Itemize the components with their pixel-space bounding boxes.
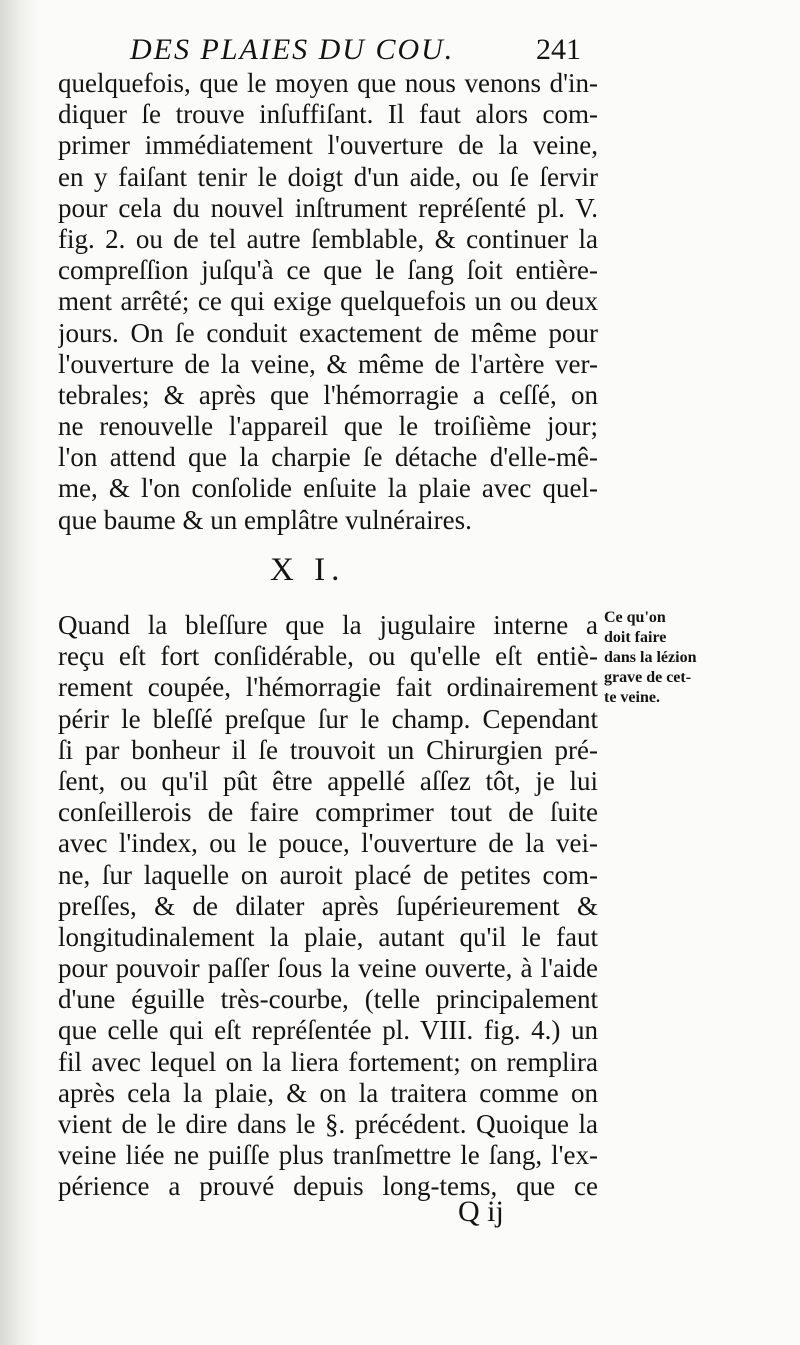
marginal-note-line: doit faire xyxy=(604,629,667,646)
running-head: DES PLAIES DU COU. xyxy=(130,33,455,66)
text-line: pour pouvoir paſſer ſous la veine ouverte, à l'aide xyxy=(58,953,598,984)
text-line: ſent, ou qu'il pût être appellé aſſez tôt, je lui xyxy=(58,765,598,796)
text-line: que celle qui eſt repréſentée pl. VIII. fig. 4.) un xyxy=(58,1015,598,1046)
text-line: vient de le dire dans le §. précédent. Quoique la xyxy=(58,1109,598,1139)
paragraph-continuation xyxy=(58,68,598,536)
signature-mark: Q ij xyxy=(458,1195,504,1228)
text-line: rement coupée, l'hémorragie fait ordinairement xyxy=(58,672,598,703)
text-line: ment arrêté; ce qui exige quelquefois un ou deux xyxy=(58,286,598,317)
text-line: après cela la plaie, & on la traitera comme on xyxy=(58,1077,598,1108)
paragraph-section-xi xyxy=(58,610,598,1203)
marginal-note-line: grave de cet- xyxy=(604,669,692,686)
text-line: périr le bleſſé preſque ſur le champ. Cependant xyxy=(58,703,598,734)
text-line: primer immédiatement l'ouverture de la veine, xyxy=(58,130,598,161)
text-line: diquer ſe trouve inſuffiſant. Il faut alors com- xyxy=(58,99,598,130)
text-line: Quand la bleſſure que la jugulaire interne a xyxy=(58,610,598,640)
text-line: fig. 2. ou de tel autre ſemblable, & continuer la xyxy=(58,223,598,254)
text-line: pour cela du nouvel inſtrument repréſenté pl. V. xyxy=(58,192,598,223)
text-line: en y faiſant tenir le doigt d'un aide, ou ſe ſervir xyxy=(58,161,598,192)
page-number: 241 xyxy=(536,33,581,66)
marginal-note xyxy=(604,608,696,708)
marginal-note-line: Ce qu'on xyxy=(604,609,666,626)
text-line: me, & l'on conſolide enſuite la plaie avec quel- xyxy=(58,473,598,504)
text-line: tebrales; & après que l'hémorragie a ceſſé, on xyxy=(58,379,598,410)
text-line: conſeillerois de faire comprimer tout de ſuite xyxy=(58,797,598,828)
text-line: quelquefois, que le moyen que nous venons d'in- xyxy=(58,68,598,98)
marginal-note-line: dans la lézion xyxy=(604,649,697,666)
text-line: ſi par bonheur il ſe trouvoit un Chirurgien pré- xyxy=(58,734,598,765)
text-line: que baume & un emplâtre vulnéraires. xyxy=(58,504,472,535)
text-line: avec l'index, ou le pouce, l'ouverture de la vei- xyxy=(58,828,598,859)
text-line: d'une éguille très-courbe, (telle principalement xyxy=(58,984,598,1015)
text-line: compreſſion juſqu'à ce que le ſang ſoit entière- xyxy=(58,255,598,286)
text-line: périence a prouvé depuis long-tems, que ce xyxy=(58,1171,598,1202)
text-line: veine liée ne puiſſe plus tranſmettre le ſang, l'ex- xyxy=(58,1140,598,1171)
section-heading: X I. xyxy=(270,552,346,588)
marginal-note-line: te veine. xyxy=(604,689,660,706)
text-line: fil avec lequel on la liera fortement; on remplira xyxy=(58,1046,598,1077)
text-line: preſſes, & de dilater après ſupérieurement & xyxy=(58,890,598,921)
text-line: l'ouverture de la veine, & même de l'artère ver- xyxy=(58,348,598,379)
text-line: longitudinalement la plaie, autant qu'il le faut xyxy=(58,921,598,952)
text-line: ne renouvelle l'appareil que le troiſième jour; xyxy=(58,411,598,442)
binding-shadow xyxy=(0,0,40,1345)
text-line: jours. On ſe conduit exactement de même pour xyxy=(58,317,598,348)
text-line: ne, ſur laquelle on auroit placé de petites com- xyxy=(58,859,598,890)
text-line: l'on attend que la charpie ſe détache d'elle-mê- xyxy=(58,442,598,473)
text-line: reçu eſt fort conſidérable, ou qu'elle eſt entiè- xyxy=(58,641,598,672)
